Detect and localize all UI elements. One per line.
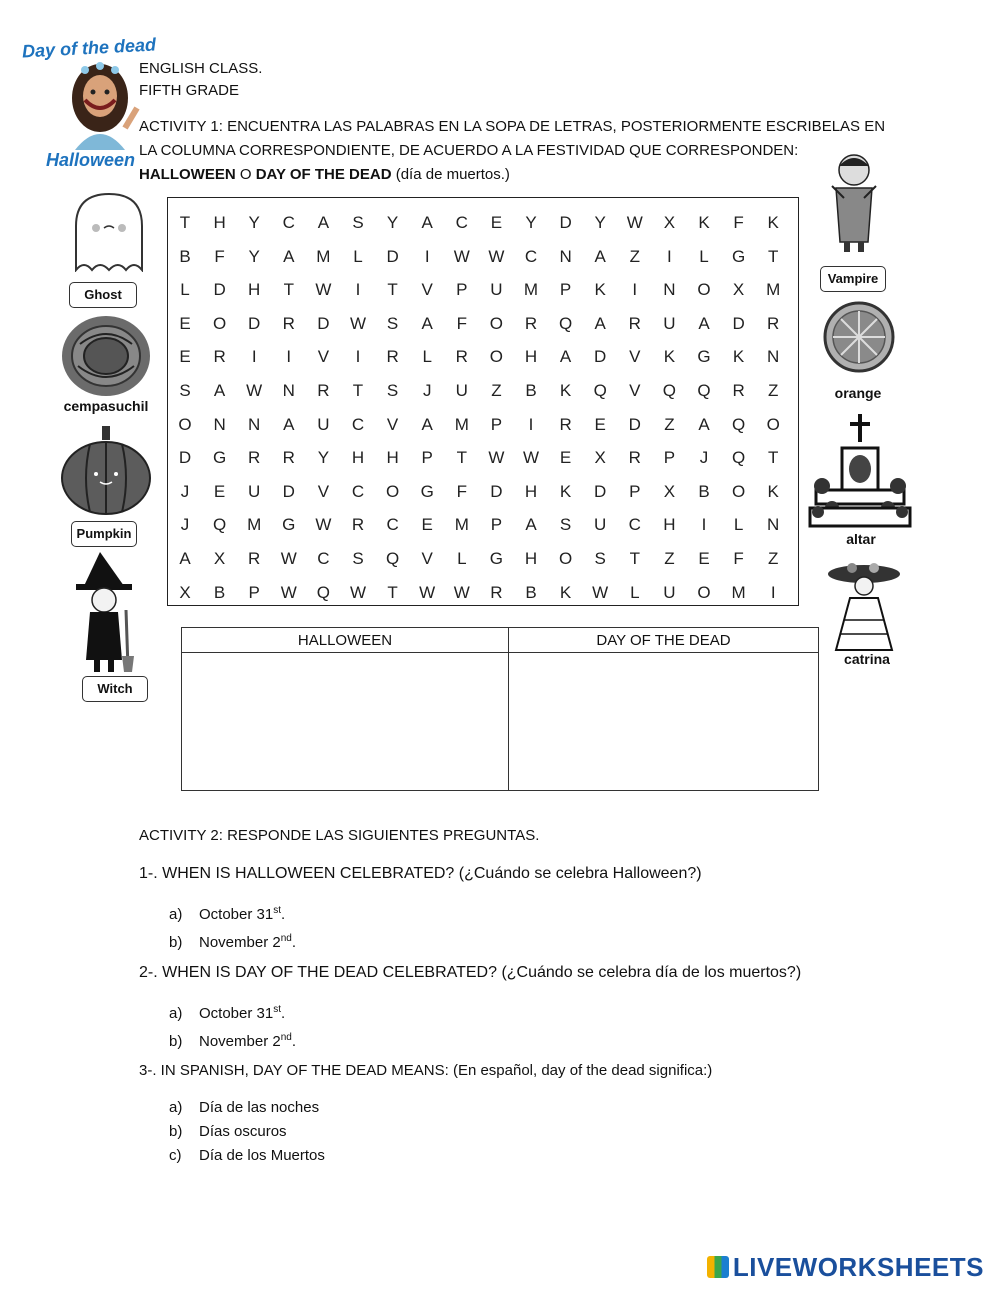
altar-icon <box>808 412 912 528</box>
grid-letter[interactable]: K <box>767 481 779 501</box>
option-ordinal-suffix: st <box>273 1004 281 1015</box>
grid-letter[interactable]: A <box>559 347 572 367</box>
grid-letter[interactable]: R <box>490 582 503 602</box>
option-text: Día de los Muertos <box>199 1147 325 1164</box>
grid-letter[interactable]: T <box>767 448 779 468</box>
grid-letter[interactable]: R <box>732 381 745 400</box>
grid-letter[interactable]: S <box>352 549 364 568</box>
grid-letter[interactable]: C <box>351 481 365 501</box>
grid-letter[interactable]: E <box>179 313 191 333</box>
grid-letter[interactable]: W <box>280 582 297 602</box>
grid-letter[interactable]: W <box>453 582 470 602</box>
grid-letter[interactable]: T <box>767 246 779 266</box>
grid-letter[interactable]: D <box>594 347 607 367</box>
grid-letter[interactable]: D <box>248 313 261 333</box>
grid-letter[interactable]: A <box>594 313 606 333</box>
halloween-keyword: HALLOWEEN <box>139 166 236 183</box>
grid-letter[interactable]: X <box>732 280 745 300</box>
grid-letter[interactable]: V <box>421 549 433 568</box>
grid-letter[interactable]: Q <box>558 313 573 333</box>
grid-letter[interactable]: W <box>522 448 540 468</box>
grid-letter[interactable]: U <box>663 313 676 333</box>
grid-letter[interactable]: K <box>732 347 745 367</box>
option-ordinal-suffix: nd <box>280 933 292 944</box>
grid-letter[interactable]: W <box>488 448 505 468</box>
answer-option[interactable] <box>169 1120 325 1144</box>
grid-letter[interactable]: L <box>180 280 190 300</box>
grid-letter[interactable]: I <box>286 347 292 367</box>
witch-icon <box>72 550 138 674</box>
grid-letter[interactable]: F <box>214 246 225 266</box>
class-line: ENGLISH CLASS. <box>139 60 263 77</box>
avatar <box>55 58 145 150</box>
grid-letter[interactable]: J <box>699 448 709 468</box>
grid-letter[interactable]: N <box>767 347 780 367</box>
grid-letter[interactable]: I <box>251 347 257 367</box>
grid-letter[interactable]: S <box>386 381 399 400</box>
grid-letter[interactable]: W <box>280 549 297 568</box>
grid-letter[interactable]: Y <box>248 213 260 232</box>
grid-letter[interactable]: I <box>667 246 672 266</box>
grid-letter[interactable]: R <box>282 448 295 468</box>
grid-letter[interactable]: Z <box>491 381 502 400</box>
grid-letter[interactable]: Q <box>731 448 746 468</box>
grid-letter[interactable]: R <box>628 313 641 333</box>
activity2-title: ACTIVITY 2: RESPONDE LAS SIGUIENTES PREGUNTAS. <box>139 827 540 844</box>
grid-letter[interactable]: G <box>697 347 711 367</box>
ghost-icon <box>70 190 148 272</box>
option-letter: b) <box>169 934 183 951</box>
activity1-instructions-line3 <box>139 164 510 186</box>
grid-letter[interactable]: I <box>701 515 707 535</box>
connector-word: O <box>235 166 256 183</box>
grid-letter[interactable]: C <box>455 213 468 232</box>
grid-letter[interactable]: W <box>315 515 332 535</box>
answer-option[interactable] <box>169 899 296 927</box>
vampire-label: Vampire <box>820 266 886 292</box>
grid-letter[interactable]: I <box>770 582 776 602</box>
grid-letter[interactable]: Y <box>386 213 399 232</box>
grid-letter[interactable]: E <box>179 347 191 367</box>
grid-letter[interactable]: Y <box>525 213 537 232</box>
grid-letter[interactable]: H <box>663 515 676 535</box>
grid-letter[interactable]: D <box>386 246 399 266</box>
grid-letter[interactable]: O <box>489 347 503 367</box>
grid-letter[interactable]: O <box>558 549 573 568</box>
grid-letter[interactable]: A <box>698 313 710 333</box>
grid-letter[interactable]: M <box>523 280 539 300</box>
orange-label: orange <box>834 385 882 401</box>
orange-icon <box>822 300 896 374</box>
option-ordinal-suffix: st <box>273 905 281 916</box>
question-2-options <box>169 998 296 1054</box>
grid-letter[interactable]: B <box>179 246 191 266</box>
logo-title-halloween: Halloween <box>46 150 136 170</box>
grid-letter[interactable]: A <box>698 414 710 434</box>
grid-letter[interactable]: P <box>421 448 433 468</box>
grid-letter[interactable]: V <box>421 280 433 300</box>
grid-letter[interactable]: U <box>455 381 468 400</box>
ghost-label: Ghost <box>69 282 137 308</box>
question-2: 2-. WHEN IS DAY OF THE DEAD CELEBRATED? (¿Cuándo se celebra día de los muertos?) <box>139 964 802 981</box>
grid-letter[interactable]: L <box>630 582 640 602</box>
word-search-grid <box>167 197 799 606</box>
option-text: Día de las noches <box>199 1099 320 1116</box>
option-period: . <box>291 934 296 951</box>
grid-letter[interactable]: C <box>524 246 538 266</box>
grid-letter[interactable]: T <box>629 549 640 568</box>
grid-letter[interactable]: J <box>180 481 190 501</box>
cempasuchil-label: cempasuchil <box>63 398 149 414</box>
grid-letter[interactable]: T <box>387 582 398 602</box>
grid-letter[interactable]: N <box>213 414 226 434</box>
grid-letter[interactable]: R <box>559 414 572 434</box>
grid-letter[interactable]: N <box>663 280 676 300</box>
grid-letter[interactable]: Q <box>697 381 711 400</box>
grid-letter[interactable]: P <box>559 280 572 300</box>
grid-letter[interactable]: M <box>454 414 469 434</box>
grid-letter[interactable]: T <box>456 448 467 468</box>
grid-letter[interactable]: P <box>490 414 503 434</box>
grid-letter[interactable]: W <box>349 313 367 333</box>
grid-letter[interactable]: E <box>594 414 606 434</box>
grid-letter[interactable]: A <box>421 213 433 232</box>
grid-letter[interactable]: A <box>317 213 330 232</box>
grid-letter[interactable]: Z <box>767 549 779 568</box>
cempasuchil-flower-icon <box>60 314 152 398</box>
grid-letter[interactable]: T <box>387 280 398 300</box>
grid-letter[interactable]: J <box>180 515 190 535</box>
witch-label: Witch <box>82 676 148 702</box>
grid-letter[interactable]: Z <box>629 246 640 266</box>
grid-letter[interactable]: O <box>697 280 711 300</box>
grid-letter[interactable]: Q <box>662 381 676 400</box>
grid-letter[interactable]: V <box>629 347 641 367</box>
grid-letter[interactable]: C <box>351 414 365 434</box>
grid-letter[interactable]: P <box>490 515 503 535</box>
grid-letter[interactable]: U <box>663 582 676 602</box>
grid-letter[interactable]: M <box>766 280 781 300</box>
grid-letter[interactable]: D <box>628 414 641 434</box>
grid-letter[interactable]: A <box>283 414 295 434</box>
option-letter: b) <box>169 1123 183 1140</box>
grid-letter[interactable]: G <box>489 549 503 568</box>
option-period: . <box>281 906 286 923</box>
grid-letter[interactable]: O <box>766 414 780 434</box>
grid-letter[interactable]: W <box>592 582 609 602</box>
grid-letter[interactable]: Q <box>212 515 227 535</box>
option-text: October 31 <box>199 1005 274 1022</box>
brand-name: LIVEWORKSHEETS <box>732 1252 984 1282</box>
grid-letter[interactable]: B <box>213 582 226 602</box>
grid-letter[interactable]: Q <box>593 381 607 400</box>
grid-letter[interactable]: H <box>351 448 365 468</box>
activity1-instructions-line1: ACTIVITY 1: ENCUENTRA LAS PALABRAS EN LA SOPA DE LETRAS, POSTERIORMENTE ESCRIBELAS EN <box>139 118 886 135</box>
grid-letter[interactable]: H <box>524 481 538 501</box>
option-ordinal-suffix: nd <box>280 1032 292 1043</box>
question-1: 1-. WHEN IS HALLOWEEN CELEBRATED? (¿Cuándo se celebra Halloween?) <box>139 865 702 882</box>
grid-letter[interactable]: Y <box>317 448 330 468</box>
grid-letter[interactable]: Q <box>316 582 330 602</box>
grid-letter[interactable]: K <box>698 213 710 232</box>
grid-letter[interactable]: H <box>248 280 261 300</box>
grid-letter[interactable]: W <box>488 246 505 266</box>
grade-line: FIFTH GRADE <box>139 82 239 99</box>
grid-letter[interactable]: T <box>352 381 364 400</box>
grid-letter[interactable]: E <box>698 549 710 568</box>
grid-letter[interactable]: D <box>282 481 295 501</box>
liveworksheets-badge-icon <box>707 1256 729 1278</box>
grid-letter[interactable]: P <box>663 448 676 468</box>
activity1-instructions-line2: LA COLUMNA CORRESPONDIENTE, DE ACUERDO A LA FESTIVIDAD QUE CORRESPONDEN: <box>139 142 799 159</box>
grid-letter[interactable]: F <box>456 481 467 501</box>
day-of-dead-keyword: DAY OF THE DEAD <box>255 166 392 183</box>
grid-letter[interactable]: S <box>352 213 364 232</box>
grid-letter[interactable]: Q <box>385 549 400 568</box>
grid-letter[interactable]: R <box>317 381 330 400</box>
grid-letter[interactable]: S <box>594 549 606 568</box>
grid-letter[interactable]: K <box>594 280 606 300</box>
grid-letter[interactable]: R <box>213 347 226 367</box>
grid-letter[interactable]: I <box>632 280 638 300</box>
grid-letter[interactable]: V <box>386 414 399 434</box>
grid-letter[interactable]: R <box>248 549 261 568</box>
catrina-label: catrina <box>844 651 890 667</box>
grid-letter[interactable]: F <box>733 213 744 232</box>
grid-letter[interactable]: X <box>663 481 676 501</box>
answer-option[interactable] <box>169 1026 296 1054</box>
grid-letter[interactable]: I <box>528 414 534 434</box>
grid-letter[interactable]: U <box>594 515 607 535</box>
grid-letter[interactable]: T <box>179 213 191 232</box>
catrina-icon <box>826 560 902 652</box>
grid-letter[interactable]: E <box>559 448 572 468</box>
halloween-column-header: HALLOWEEN <box>182 628 509 653</box>
grid-letter[interactable]: D <box>559 213 572 232</box>
grid-letter[interactable]: A <box>283 246 295 266</box>
grid-letter[interactable]: E <box>490 213 503 232</box>
grid-letter[interactable]: V <box>629 381 641 400</box>
grid-letter[interactable]: J <box>422 381 432 400</box>
grid-letter[interactable]: O <box>489 313 503 333</box>
grid-letter[interactable]: R <box>524 313 538 333</box>
question-3: 3-. IN SPANISH, DAY OF THE DEAD MEANS: (En español, day of the dead significa:) <box>139 1062 713 1079</box>
grid-letter[interactable]: G <box>212 448 227 468</box>
grid-letter[interactable]: R <box>455 347 468 367</box>
option-text: Días oscuros <box>199 1123 287 1140</box>
grid-letter[interactable]: X <box>663 213 676 232</box>
grid-letter[interactable]: H <box>524 549 538 568</box>
grid-letter[interactable]: Y <box>248 246 260 266</box>
grid-letter[interactable]: U <box>490 280 503 300</box>
grid-letter[interactable]: D <box>178 448 192 468</box>
grid-letter[interactable]: X <box>213 549 226 568</box>
grid-letter[interactable]: K <box>559 381 572 400</box>
grid-letter[interactable]: A <box>525 515 537 535</box>
grid-letter[interactable]: C <box>628 515 641 535</box>
grid-letter[interactable]: P <box>629 481 641 501</box>
grid-letter[interactable]: U <box>248 481 261 501</box>
grid-letter[interactable]: B <box>525 381 537 400</box>
grid-letter[interactable]: I <box>424 246 430 266</box>
grid-letter[interactable]: R <box>248 448 261 468</box>
grid-letter[interactable]: M <box>247 515 262 535</box>
option-period: . <box>281 1005 286 1022</box>
grid-letter[interactable]: R <box>628 448 641 468</box>
answer-table <box>181 627 819 791</box>
vampire-icon <box>828 150 880 254</box>
grid-letter[interactable]: O <box>212 313 227 333</box>
grid-letter[interactable]: Z <box>767 381 779 400</box>
grid-letter[interactable]: K <box>559 481 572 501</box>
grid-letter[interactable]: W <box>626 213 643 232</box>
grid-letter[interactable]: C <box>386 515 399 535</box>
altar-label: altar <box>846 531 876 547</box>
grid-letter[interactable]: M <box>731 582 746 602</box>
grid-letter[interactable]: D <box>594 481 607 501</box>
grid-letter[interactable]: S <box>179 381 191 400</box>
grid-letter[interactable]: L <box>353 246 363 266</box>
grid-letter[interactable]: W <box>246 381 263 400</box>
answer-option[interactable] <box>169 998 296 1026</box>
grid-letter[interactable]: T <box>283 280 294 300</box>
option-period: . <box>291 1033 296 1050</box>
grid-letter[interactable]: N <box>282 381 295 400</box>
grid-letter[interactable]: W <box>315 280 332 300</box>
grid-letter[interactable]: V <box>317 347 330 367</box>
grid-letter[interactable]: R <box>351 515 365 535</box>
grid-letter[interactable]: L <box>422 347 432 367</box>
grid-letter[interactable]: C <box>317 549 330 568</box>
grid-letter[interactable]: B <box>525 582 537 602</box>
option-letter: a) <box>169 1005 183 1022</box>
grid-letter[interactable]: N <box>248 414 261 434</box>
option-text: November 2 <box>199 934 281 951</box>
grid-letter[interactable]: I <box>355 347 361 367</box>
grid-letter[interactable]: A <box>594 246 606 266</box>
grid-letter[interactable]: D <box>213 280 226 300</box>
grid-letter[interactable]: E <box>213 481 226 501</box>
grid-letter[interactable]: D <box>732 313 745 333</box>
grid-letter[interactable]: A <box>213 381 226 400</box>
answer-option[interactable] <box>169 1096 325 1120</box>
grid-letter[interactable]: Z <box>664 549 675 568</box>
question-3-options <box>169 1096 325 1168</box>
grid-letter[interactable]: O <box>178 414 192 434</box>
grid-letter[interactable]: D <box>317 313 330 333</box>
grid-letter[interactable]: R <box>767 313 780 333</box>
grid-letter[interactable]: P <box>456 280 468 300</box>
day-of-dead-answer-cell[interactable] <box>509 653 819 791</box>
grid-letter[interactable]: Q <box>731 414 746 434</box>
grid-letter[interactable]: Z <box>664 414 675 434</box>
grid-letter[interactable]: O <box>697 582 711 602</box>
grid-letter[interactable]: X <box>179 582 191 602</box>
grid-letter[interactable]: H <box>524 347 538 367</box>
grid-letter[interactable]: W <box>453 246 470 266</box>
answer-option[interactable] <box>169 1144 325 1168</box>
option-letter: c) <box>169 1147 182 1164</box>
answer-option[interactable] <box>169 927 296 955</box>
grid-letter[interactable]: R <box>386 347 399 367</box>
grid-letter[interactable]: Y <box>594 213 606 232</box>
grid-letter[interactable]: W <box>349 582 367 602</box>
halloween-answer-cell[interactable] <box>182 653 509 791</box>
grid-letter[interactable]: S <box>386 313 399 333</box>
grid-letter[interactable]: W <box>419 582 436 602</box>
grid-letter[interactable]: H <box>386 448 399 468</box>
grid-letter[interactable]: L <box>699 246 709 266</box>
grid-letter[interactable]: A <box>421 313 433 333</box>
grid-letter[interactable]: O <box>385 481 400 501</box>
question-1-options <box>169 899 296 955</box>
grid-letter[interactable]: E <box>421 515 433 535</box>
option-letter: b) <box>169 1033 183 1050</box>
pumpkin-icon <box>60 424 152 516</box>
grid-letter[interactable]: G <box>282 515 296 535</box>
grid-letter[interactable]: O <box>731 481 746 501</box>
option-letter: a) <box>169 1099 183 1116</box>
grid-letter[interactable]: F <box>733 549 744 568</box>
grid-letter[interactable]: U <box>317 414 330 434</box>
grid-letter[interactable]: L <box>733 515 744 535</box>
grid-letter[interactable]: G <box>420 481 434 501</box>
grid-letter[interactable]: S <box>559 515 572 535</box>
grid-letter[interactable]: B <box>698 481 710 501</box>
option-text: October 31 <box>199 906 274 923</box>
grid-letter[interactable]: N <box>559 246 572 266</box>
spanish-translation: (día de muertos.) <box>391 166 510 183</box>
pumpkin-label: Pumpkin <box>71 521 137 547</box>
logo-title-day-of-the-dead: Day of the dead <box>21 34 157 62</box>
grid-letter[interactable]: K <box>663 347 676 367</box>
day-of-dead-column-header: DAY OF THE DEAD <box>509 628 819 653</box>
grid-letter[interactable]: L <box>457 549 467 568</box>
grid-letter[interactable]: R <box>282 313 295 333</box>
grid-letter[interactable]: C <box>282 213 295 232</box>
grid-letter[interactable]: M <box>316 246 331 266</box>
grid-letter[interactable]: F <box>456 313 467 333</box>
grid-letter[interactable]: D <box>490 481 503 501</box>
option-text: November 2 <box>199 1033 281 1050</box>
option-letter: a) <box>169 906 183 923</box>
grid-letter[interactable]: M <box>454 515 469 535</box>
grid-letter[interactable]: X <box>594 448 606 468</box>
grid-letter[interactable]: I <box>355 280 361 300</box>
grid-letter[interactable]: G <box>731 246 746 266</box>
grid-letter[interactable]: A <box>421 414 433 434</box>
grid-letter[interactable]: P <box>248 582 260 602</box>
grid-letter[interactable]: A <box>179 549 191 568</box>
grid-letter[interactable]: N <box>767 515 780 535</box>
grid-letter[interactable]: K <box>559 582 572 602</box>
grid-letter[interactable]: H <box>213 213 226 232</box>
grid-letter[interactable]: K <box>767 213 779 232</box>
grid-letter[interactable]: V <box>317 481 330 501</box>
liveworksheets-logo <box>707 1252 984 1283</box>
